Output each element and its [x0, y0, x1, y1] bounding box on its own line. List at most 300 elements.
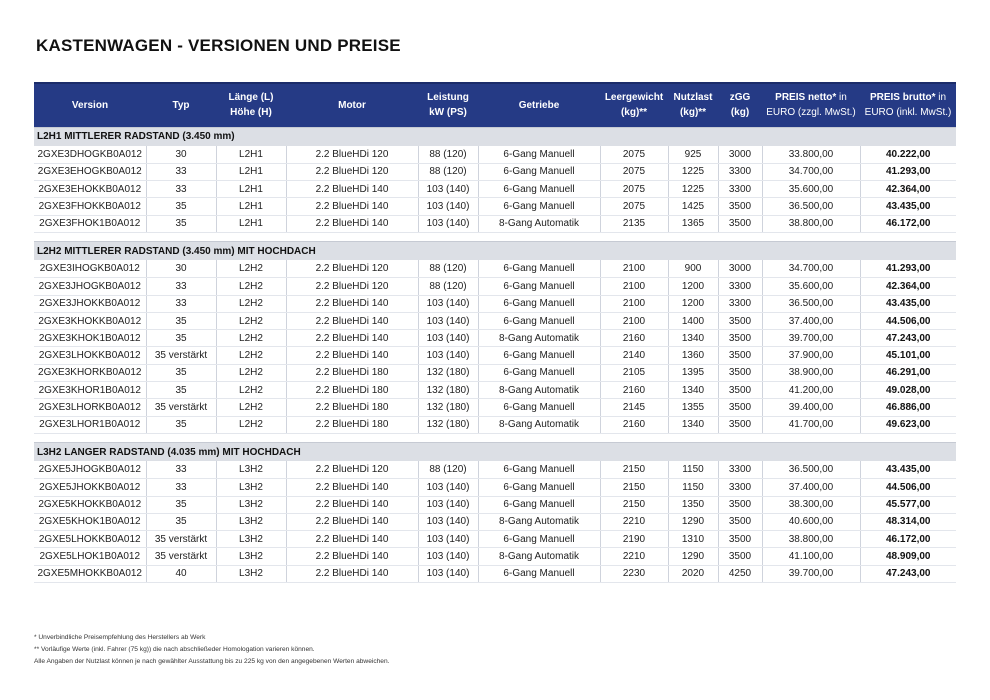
table-cell: 8-Gang Automatik [478, 330, 600, 347]
table-cell: L2H2 [216, 330, 286, 347]
column-header [668, 83, 718, 127]
table-cell: 42.364,00 [860, 278, 956, 295]
table-cell: 39.700,00 [762, 565, 860, 582]
table-cell: 103 (140) [418, 312, 478, 329]
table-cell: 49.028,00 [860, 382, 956, 399]
column-header-line2: (kg)** [679, 107, 707, 119]
table-cell: 2GXE3JHOGKB0A012 [34, 278, 146, 295]
table-row [34, 416, 956, 433]
table-cell: 47.243,00 [860, 565, 956, 582]
table-cell: 2.2 BlueHDi 140 [286, 496, 418, 513]
table-cell: 2GXE5MHOKKB0A012 [34, 565, 146, 582]
table-cell: 2100 [600, 312, 668, 329]
table-cell: 35 [146, 513, 216, 530]
table-cell: 8-Gang Automatik [478, 513, 600, 530]
column-header-line2: Höhe (H) [230, 107, 272, 119]
table-cell: 925 [668, 146, 718, 163]
table-cell: 33 [146, 163, 216, 180]
table-cell: 48.909,00 [860, 548, 956, 565]
table-row [34, 215, 956, 232]
table-cell: 6-Gang Manuell [478, 496, 600, 513]
table-cell: 43.435,00 [860, 198, 956, 215]
table-cell: 35 verstärkt [146, 548, 216, 565]
table-cell: 6-Gang Manuell [478, 565, 600, 582]
table-cell: 49.623,00 [860, 416, 956, 433]
table-cell: L2H1 [216, 198, 286, 215]
footnote: * Unverbindliche Preisempfehlung des Herstellers ab Werk [34, 634, 206, 641]
table-cell: 103 (140) [418, 215, 478, 232]
table-cell: 45.101,00 [860, 347, 956, 364]
table-cell: 2.2 BlueHDi 120 [286, 146, 418, 163]
column-header [718, 83, 762, 127]
table-cell: 103 (140) [418, 479, 478, 496]
table-cell: 2100 [600, 260, 668, 277]
table-cell: 38.800,00 [762, 531, 860, 548]
column-header-line2: (kg) [730, 107, 750, 119]
column-header-line2: EURO (inkl. MwSt.) [864, 107, 952, 119]
table-cell: 44.506,00 [860, 312, 956, 329]
table-cell: 2.2 BlueHDi 140 [286, 198, 418, 215]
table-cell: 2.2 BlueHDi 140 [286, 565, 418, 582]
table-cell: 3000 [718, 146, 762, 163]
price-table [34, 82, 956, 583]
table-cell: 48.314,00 [860, 513, 956, 530]
table-cell: 2.2 BlueHDi 180 [286, 416, 418, 433]
table-cell: 2.2 BlueHDi 120 [286, 163, 418, 180]
table-row [34, 513, 956, 530]
section-title: L3H2 LANGER RADSTAND (4.035 mm) MIT HOCHDACH [34, 442, 956, 461]
table-cell: 2GXE5JHOKKB0A012 [34, 479, 146, 496]
table-cell: 3500 [718, 312, 762, 329]
table-cell: 2150 [600, 496, 668, 513]
table-cell: L3H2 [216, 565, 286, 582]
column-header-line1: Motor [338, 99, 366, 111]
table-cell: 3500 [718, 382, 762, 399]
table-cell: 3500 [718, 513, 762, 530]
table-cell: 42.364,00 [860, 181, 956, 198]
table-cell: 103 (140) [418, 531, 478, 548]
table-cell: 2GXE5KHOKKB0A012 [34, 496, 146, 513]
table-cell: 1365 [668, 215, 718, 232]
table-row [34, 382, 956, 399]
table-cell: L2H2 [216, 295, 286, 312]
table-cell: 4250 [718, 565, 762, 582]
table-cell: 3300 [718, 461, 762, 478]
table-cell: 3500 [718, 347, 762, 364]
column-header-line2: kW (PS) [429, 107, 467, 119]
table-cell: 6-Gang Manuell [478, 181, 600, 198]
table-row [34, 278, 956, 295]
table-cell: 2.2 BlueHDi 180 [286, 399, 418, 416]
table-cell: 2.2 BlueHDi 140 [286, 531, 418, 548]
table-cell: 2GXE3KHORKB0A012 [34, 364, 146, 381]
table-cell: 8-Gang Automatik [478, 382, 600, 399]
table-cell: 1310 [668, 531, 718, 548]
table-cell: 2.2 BlueHDi 140 [286, 215, 418, 232]
column-header-line1: zGG [729, 92, 751, 104]
page-title: KASTENWAGEN - VERSIONEN UND PREISE [36, 36, 401, 55]
table-cell: 3300 [718, 295, 762, 312]
column-header [286, 83, 418, 127]
table-header [34, 83, 956, 127]
table-cell: 30 [146, 260, 216, 277]
table-cell: 2135 [600, 215, 668, 232]
table-cell: 8-Gang Automatik [478, 548, 600, 565]
table-cell: 88 (120) [418, 461, 478, 478]
table-cell: 1225 [668, 163, 718, 180]
table-cell: 6-Gang Manuell [478, 278, 600, 295]
table-cell: 88 (120) [418, 163, 478, 180]
table-cell: 36.500,00 [762, 198, 860, 215]
table-cell: 2210 [600, 513, 668, 530]
table-row [34, 198, 956, 215]
section-header-row [34, 241, 956, 260]
column-header-line1: Getriebe [518, 99, 560, 111]
table-cell: 3500 [718, 330, 762, 347]
table-cell: 6-Gang Manuell [478, 260, 600, 277]
table-cell: 6-Gang Manuell [478, 461, 600, 478]
table-cell: 2150 [600, 461, 668, 478]
table-cell: L3H2 [216, 461, 286, 478]
table-cell: 103 (140) [418, 181, 478, 198]
table-cell: 1350 [668, 496, 718, 513]
table-cell: 2.2 BlueHDi 140 [286, 330, 418, 347]
table-cell: 2GXE3IHOGKB0A012 [34, 260, 146, 277]
table-cell: 3300 [718, 163, 762, 180]
table-cell: 3500 [718, 215, 762, 232]
column-header-line1: Leergewicht [604, 92, 664, 104]
table-cell: 35 verstärkt [146, 531, 216, 548]
table-cell: 2210 [600, 548, 668, 565]
table-cell: 2GXE3LHOKKB0A012 [34, 347, 146, 364]
table-cell: 1400 [668, 312, 718, 329]
table-cell: 2075 [600, 198, 668, 215]
table-cell: 6-Gang Manuell [478, 364, 600, 381]
table-cell: 2GXE3DHOGKB0A012 [34, 146, 146, 163]
table-cell: 1200 [668, 278, 718, 295]
table-cell: 44.506,00 [860, 479, 956, 496]
table-cell: 41.100,00 [762, 548, 860, 565]
table-cell: 40 [146, 565, 216, 582]
table-cell: 38.800,00 [762, 215, 860, 232]
table-cell: 6-Gang Manuell [478, 312, 600, 329]
table-cell: 46.886,00 [860, 399, 956, 416]
table-cell: 6-Gang Manuell [478, 295, 600, 312]
table-cell: 3500 [718, 496, 762, 513]
table-cell: 35 [146, 496, 216, 513]
table-cell: L2H1 [216, 163, 286, 180]
table-row [34, 181, 956, 198]
table-cell: 6-Gang Manuell [478, 146, 600, 163]
column-header [146, 83, 216, 127]
table-cell: 47.243,00 [860, 330, 956, 347]
table-cell: 2105 [600, 364, 668, 381]
table-cell: 2GXE3KHOKKB0A012 [34, 312, 146, 329]
table-cell: 35.600,00 [762, 278, 860, 295]
table-cell: 3500 [718, 531, 762, 548]
table-cell: 103 (140) [418, 513, 478, 530]
table-cell: L2H2 [216, 312, 286, 329]
table-cell: 1150 [668, 461, 718, 478]
table-cell: 2145 [600, 399, 668, 416]
table-cell: 2GXE3LHORKB0A012 [34, 399, 146, 416]
table-cell: 88 (120) [418, 278, 478, 295]
table-cell: 132 (180) [418, 364, 478, 381]
table-cell: 3300 [718, 181, 762, 198]
column-header-line1: Länge (L) [228, 92, 274, 104]
table-cell: 2GXE3LHOR1B0A012 [34, 416, 146, 433]
column-header [762, 83, 860, 127]
column-header-line1: Version [71, 99, 109, 111]
table-cell: 2GXE3FHOK1B0A012 [34, 215, 146, 232]
table-cell: 3500 [718, 364, 762, 381]
table-row [34, 479, 956, 496]
section-spacer [34, 232, 956, 241]
section-title: L2H1 MITTLERER RADSTAND (3.450 mm) [34, 127, 956, 146]
table-cell: 2160 [600, 330, 668, 347]
table-cell: 2.2 BlueHDi 120 [286, 260, 418, 277]
table-row [34, 347, 956, 364]
table-cell: 46.172,00 [860, 531, 956, 548]
table-cell: 103 (140) [418, 330, 478, 347]
table-row [34, 295, 956, 312]
table-cell: 2160 [600, 416, 668, 433]
section-title: L2H2 MITTLERER RADSTAND (3.450 mm) MIT HOCHDACH [34, 241, 956, 260]
table-cell: 2075 [600, 163, 668, 180]
column-header [418, 83, 478, 127]
table-cell: 3500 [718, 198, 762, 215]
table-cell: L2H1 [216, 181, 286, 198]
table-cell: 2.2 BlueHDi 140 [286, 513, 418, 530]
column-header-line1: PREIS netto* [775, 92, 837, 104]
table-cell: 2.2 BlueHDi 120 [286, 461, 418, 478]
table-cell: 1355 [668, 399, 718, 416]
column-header [600, 83, 668, 127]
table-cell: 103 (140) [418, 565, 478, 582]
table-cell: 2GXE5KHOK1B0A012 [34, 513, 146, 530]
table-row [34, 399, 956, 416]
table-cell: 2GXE3KHOR1B0A012 [34, 382, 146, 399]
table-cell: 6-Gang Manuell [478, 163, 600, 180]
column-header-line1: PREIS brutto* [869, 92, 936, 104]
column-header-line2: EURO (zzgl. MwSt.) [766, 107, 856, 119]
table-cell: 103 (140) [418, 347, 478, 364]
table-cell: 35 [146, 330, 216, 347]
table-cell: 1150 [668, 479, 718, 496]
table-cell: 8-Gang Automatik [478, 416, 600, 433]
table-cell: 2160 [600, 382, 668, 399]
table-cell: 38.300,00 [762, 496, 860, 513]
table-cell: 3500 [718, 399, 762, 416]
table-cell: 2GXE5LHOK1B0A012 [34, 548, 146, 565]
footnotes [34, 632, 389, 668]
table-cell: L2H1 [216, 146, 286, 163]
table-row [34, 565, 956, 582]
table-cell: 46.172,00 [860, 215, 956, 232]
table-cell: 41.700,00 [762, 416, 860, 433]
table-row [34, 146, 956, 163]
table-row [34, 312, 956, 329]
table-cell: 37.400,00 [762, 312, 860, 329]
table-cell: 103 (140) [418, 198, 478, 215]
table-cell: 40.222,00 [860, 146, 956, 163]
table-cell: 43.435,00 [860, 461, 956, 478]
table-cell: 1425 [668, 198, 718, 215]
table-cell: 103 (140) [418, 548, 478, 565]
table-cell: L3H2 [216, 479, 286, 496]
table-cell: L3H2 [216, 513, 286, 530]
section-header-row [34, 442, 956, 461]
column-header [478, 83, 600, 127]
table-cell: 35 verstärkt [146, 347, 216, 364]
table-cell: 2GXE3KHOK1B0A012 [34, 330, 146, 347]
table-row [34, 163, 956, 180]
table-cell: L2H2 [216, 347, 286, 364]
table-cell: 36.500,00 [762, 461, 860, 478]
table-cell: 2.2 BlueHDi 180 [286, 364, 418, 381]
table-cell: 2190 [600, 531, 668, 548]
table-cell: 6-Gang Manuell [478, 479, 600, 496]
table-cell: 2GXE5LHOKKB0A012 [34, 531, 146, 548]
table-row [34, 531, 956, 548]
table-cell: 35 verstärkt [146, 399, 216, 416]
table-cell: 36.500,00 [762, 295, 860, 312]
table-cell: 45.577,00 [860, 496, 956, 513]
table-cell: L2H1 [216, 215, 286, 232]
table-cell: 1340 [668, 330, 718, 347]
table-cell: 2020 [668, 565, 718, 582]
table-row [34, 496, 956, 513]
table-row [34, 260, 956, 277]
footnote: Alle Angaben der Nutzlast können je nach gewählter Ausstattung bis zu 225 kg von den angegebenen Werten abweichen. [34, 658, 390, 665]
table-body [34, 127, 956, 583]
table-row [34, 364, 956, 381]
column-header [34, 83, 146, 127]
table-cell: 6-Gang Manuell [478, 531, 600, 548]
table-cell: 37.400,00 [762, 479, 860, 496]
table-cell: 2GXE3JHOKKB0A012 [34, 295, 146, 312]
column-header-line1: Nutzlast [673, 92, 713, 104]
table-cell: 1225 [668, 181, 718, 198]
table-cell: 6-Gang Manuell [478, 347, 600, 364]
column-header-suffix: in [935, 92, 947, 104]
table-cell: L3H2 [216, 496, 286, 513]
table-cell: 33 [146, 295, 216, 312]
table-cell: 39.700,00 [762, 330, 860, 347]
table-cell: 2075 [600, 146, 668, 163]
column-header-line1: Typ [172, 99, 190, 111]
table-row [34, 548, 956, 565]
table-cell: 1290 [668, 548, 718, 565]
table-cell: 1340 [668, 416, 718, 433]
table-cell: 41.293,00 [860, 163, 956, 180]
table-cell: 35 [146, 416, 216, 433]
table-cell: 132 (180) [418, 416, 478, 433]
table-cell: 3000 [718, 260, 762, 277]
table-cell: 2075 [600, 181, 668, 198]
column-header [860, 83, 956, 127]
table-cell: 3500 [718, 548, 762, 565]
table-cell: 2100 [600, 295, 668, 312]
table-cell: 34.700,00 [762, 260, 860, 277]
table-cell: 37.900,00 [762, 347, 860, 364]
table-cell: 2150 [600, 479, 668, 496]
table-row [34, 461, 956, 478]
table-cell: 8-Gang Automatik [478, 215, 600, 232]
table-cell: 35 [146, 198, 216, 215]
table-cell: 2140 [600, 347, 668, 364]
table-cell: 2.2 BlueHDi 140 [286, 181, 418, 198]
table-cell: 900 [668, 260, 718, 277]
column-header-line1: Leistung [427, 92, 469, 104]
table-cell: 2GXE3EHOKKB0A012 [34, 181, 146, 198]
table-cell: 41.200,00 [762, 382, 860, 399]
table-cell: 1395 [668, 364, 718, 381]
table-cell: 6-Gang Manuell [478, 399, 600, 416]
table-cell: 41.293,00 [860, 260, 956, 277]
table-cell: 34.700,00 [762, 163, 860, 180]
table-cell: 2.2 BlueHDi 140 [286, 295, 418, 312]
table-cell: 88 (120) [418, 146, 478, 163]
table-cell: 6-Gang Manuell [478, 198, 600, 215]
table-cell: 3300 [718, 479, 762, 496]
table-cell: 132 (180) [418, 382, 478, 399]
table-cell: 35.600,00 [762, 181, 860, 198]
column-header-line2: (kg)** [620, 107, 648, 119]
table-cell: 35 [146, 312, 216, 329]
table-cell: L3H2 [216, 548, 286, 565]
table-cell: 2GXE5JHOGKB0A012 [34, 461, 146, 478]
table-cell: 103 (140) [418, 496, 478, 513]
table-cell: L2H2 [216, 278, 286, 295]
table-cell: 33 [146, 181, 216, 198]
table-cell: 2100 [600, 278, 668, 295]
table-cell: 30 [146, 146, 216, 163]
table-cell: 88 (120) [418, 260, 478, 277]
column-header [216, 83, 286, 127]
section-header-row [34, 127, 956, 146]
table-cell: 3300 [718, 278, 762, 295]
table-cell: 2.2 BlueHDi 140 [286, 312, 418, 329]
table-cell: 33.800,00 [762, 146, 860, 163]
table-cell: 33 [146, 278, 216, 295]
table-cell: 2.2 BlueHDi 180 [286, 382, 418, 399]
table-cell: L2H2 [216, 382, 286, 399]
footnote: ** Vorläufige Werte (inkl. Fahrer (75 kg)) die nach abschließeder Homologation varieren können. [34, 646, 315, 653]
table-cell: 46.291,00 [860, 364, 956, 381]
table-cell: L3H2 [216, 531, 286, 548]
table-cell: 35 [146, 215, 216, 232]
table-cell: 1290 [668, 513, 718, 530]
table-cell: 38.900,00 [762, 364, 860, 381]
table-cell: 33 [146, 461, 216, 478]
column-header-suffix: in [836, 92, 847, 104]
table-cell: 43.435,00 [860, 295, 956, 312]
table-row [34, 330, 956, 347]
table-cell: 35 [146, 382, 216, 399]
table-cell: 103 (140) [418, 295, 478, 312]
table-cell: 3500 [718, 416, 762, 433]
table-cell: 1340 [668, 382, 718, 399]
table-cell: 2.2 BlueHDi 140 [286, 548, 418, 565]
table-cell: 33 [146, 479, 216, 496]
header-row [34, 83, 956, 127]
table-cell: L2H2 [216, 399, 286, 416]
table-cell: 2.2 BlueHDi 140 [286, 479, 418, 496]
table-cell: L2H2 [216, 416, 286, 433]
table-cell: 1200 [668, 295, 718, 312]
table-cell: 132 (180) [418, 399, 478, 416]
